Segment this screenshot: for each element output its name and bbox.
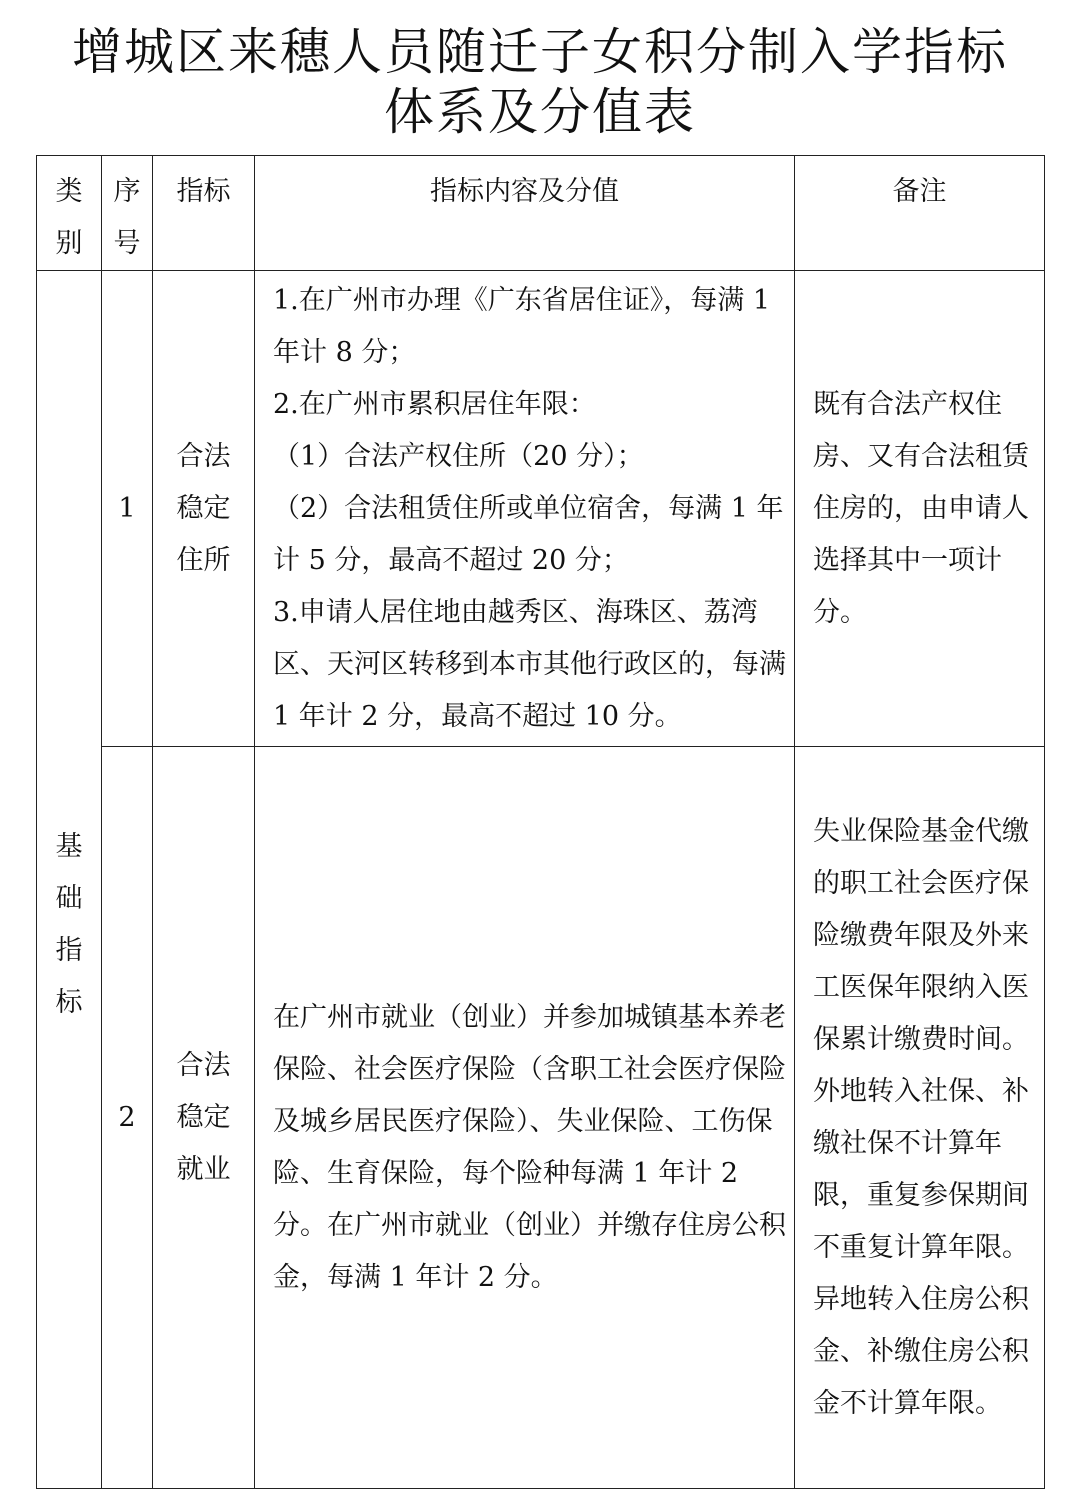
- row-number: 1: [102, 271, 153, 747]
- row-note: 既有合法产权住房、又有合法租赁住房的，由申请人选择其中一项计分。: [795, 271, 1045, 747]
- content-line: 1.在广州市办理《广东省居住证》，每满 1 年计 8 分；: [273, 284, 771, 368]
- row-content: [255, 747, 795, 1489]
- content-line: 在广州市就业（创业）并参加城镇基本养老保险、社会医疗保险（含职工社会医疗保险及城乡居民医疗保险）、失业保险、工伤保险、生育保险，每个险种每满 1 年计 2 分。在广州市就业（创业）并缴存住房公积金，每满 1 年计 2 分。: [273, 1001, 786, 1293]
- content-line: 3.申请人居住地由越秀区、海珠区、荔湾区、天河区转移到本市其他行政区的，每满 1 年计 2 分，最高不超过 10 分。: [273, 596, 786, 732]
- indicator-table: [36, 155, 1045, 1489]
- row-content: [255, 271, 795, 747]
- content-line: （2）合法租赁住所或单位宿舍，每满 1 年计 5 分，最高不超过 20 分；: [273, 492, 784, 576]
- row-indicator: 合法 稳定 住所: [153, 271, 255, 747]
- category-cell: 基 础 指 标: [37, 271, 102, 1489]
- table-row: [37, 271, 1045, 747]
- header-row: [37, 156, 1045, 271]
- header-note: 备注: [795, 156, 1045, 271]
- document-title: [0, 22, 1080, 142]
- header-category: 类 别: [37, 156, 102, 271]
- content-line: 2.在广州市累积居住年限：: [273, 388, 596, 420]
- table-row: [37, 747, 1045, 1489]
- title-line-2: 体系及分值表: [384, 83, 696, 141]
- header-content: 指标内容及分值: [255, 156, 795, 271]
- row-note: 失业保险基金代缴的职工社会医疗保险缴费年限及外来工医保年限纳入医保累计缴费时间。外地转入社保、补缴社保不计算年限，重复参保期间不重复计算年限。异地转入住房公积金、补缴住房公积金不计算年限。: [795, 747, 1045, 1489]
- row-number: 2: [102, 747, 153, 1489]
- header-number: 序 号: [102, 156, 153, 271]
- title-line-1: 增城区来穗人员随迁子女积分制入学指标: [72, 23, 1008, 81]
- content-line: （1）合法产权住所（20 分）；: [273, 440, 644, 472]
- header-indicator: 指标: [153, 156, 255, 271]
- row-indicator: 合法 稳定 就业: [153, 747, 255, 1489]
